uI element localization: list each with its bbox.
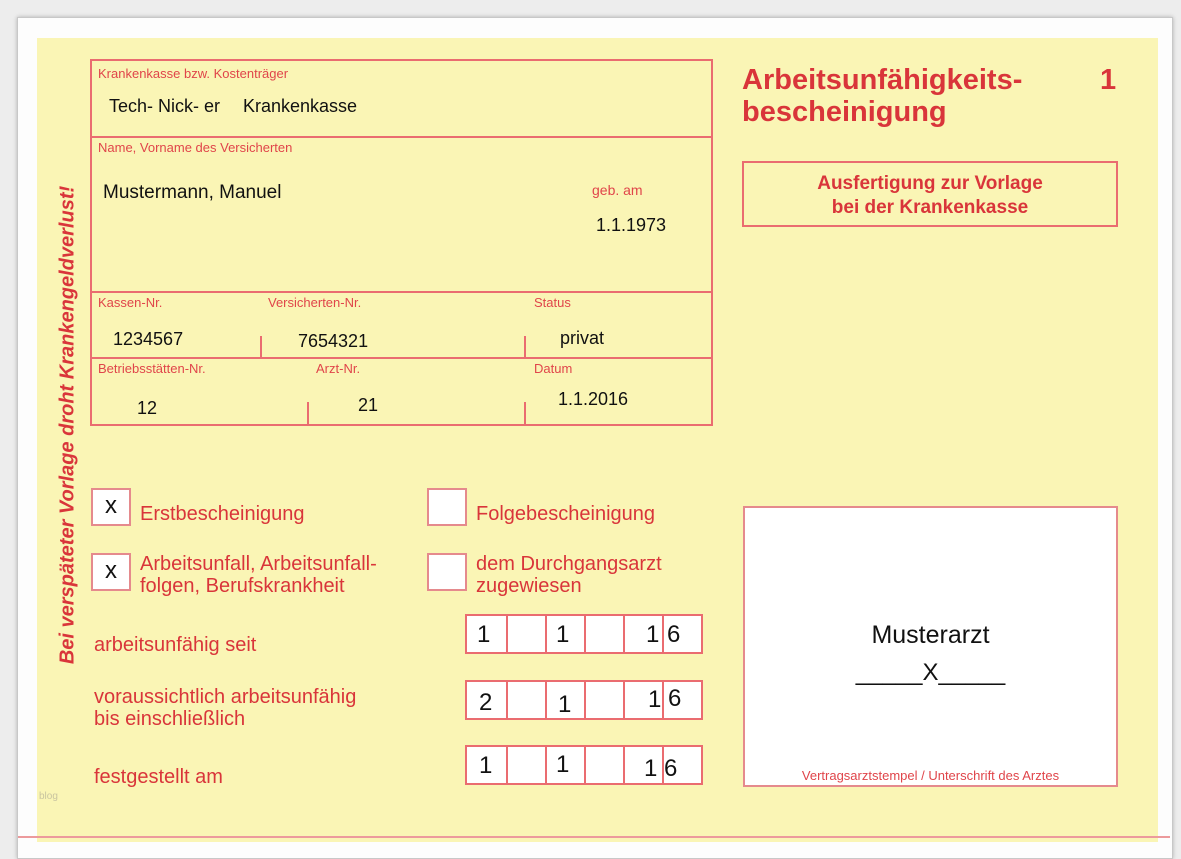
insurer-value[interactable]: Tech- Nick- er bbox=[109, 96, 221, 116]
bis-label-line2: bis einschließlich bbox=[94, 708, 246, 730]
dob-label: geb. am bbox=[592, 182, 643, 198]
durchgang-label-line1: dem Durchgangsarzt bbox=[476, 553, 662, 575]
divider bbox=[91, 136, 712, 138]
date-digit: 1 bbox=[556, 621, 570, 648]
side-warning: Bei verspäteter Vorlage droht Krankengeldverlust! bbox=[56, 185, 79, 665]
date-digit: 1 bbox=[558, 691, 572, 718]
date-digit: 1 bbox=[644, 755, 658, 782]
durchgang-label bbox=[476, 553, 662, 597]
festgestellt-label: festgestellt am bbox=[94, 766, 223, 788]
field-separator bbox=[524, 402, 526, 424]
field-separator bbox=[307, 402, 309, 424]
name-value[interactable]: Mustermann, Manuel bbox=[103, 182, 282, 203]
datum-label: Datum bbox=[534, 361, 573, 376]
watermark: blog bbox=[39, 791, 58, 802]
erst-label: Erstbescheinigung bbox=[140, 503, 305, 525]
status-value[interactable]: privat bbox=[560, 328, 605, 348]
seit-label: arbeitsunfähig seit bbox=[94, 634, 257, 656]
date-digit: 6 bbox=[664, 755, 678, 782]
unfall-label-line1: Arbeitsunfall, Arbeitsunfall- bbox=[140, 553, 377, 575]
date-digit: 1 bbox=[556, 751, 570, 778]
copy-notice-line2: bei der Krankenkasse bbox=[831, 197, 1029, 218]
festgestellt-date-field[interactable] bbox=[465, 745, 703, 785]
unfall-label-line2: folgen, Berufskrankheit bbox=[140, 575, 345, 597]
date-digit: 1 bbox=[477, 621, 491, 648]
stamp-caption: Vertragsarztstempel / Unterschrift des Arztes bbox=[801, 768, 1060, 783]
kassen-nr-value[interactable]: 1234567 bbox=[113, 329, 184, 349]
versicherten-nr-value[interactable]: 7654321 bbox=[298, 331, 369, 351]
date-digit: 6 bbox=[667, 621, 681, 648]
doctor-name: Musterarzt bbox=[871, 621, 990, 649]
bis-label-line1: voraussichtlich arbeitsunfähig bbox=[94, 686, 357, 708]
durchgang-label-line2: zugewiesen bbox=[476, 575, 582, 597]
copy-number: 1 bbox=[1100, 64, 1117, 96]
bis-label bbox=[94, 686, 356, 730]
durchgang-checkbox[interactable] bbox=[427, 553, 467, 591]
arzt-nr-value[interactable]: 21 bbox=[358, 395, 379, 415]
field-separator bbox=[524, 336, 526, 358]
erst-checkbox[interactable]: x bbox=[91, 488, 131, 526]
copy-notice-line1: Ausfertigung zur Vorlage bbox=[817, 173, 1043, 194]
versicherten-nr-label: Versicherten-Nr. bbox=[268, 295, 362, 310]
arzt-nr-label: Arzt-Nr. bbox=[316, 361, 361, 376]
date-digit: 6 bbox=[668, 685, 682, 712]
unfall-label bbox=[140, 553, 377, 597]
bottom-rule bbox=[18, 836, 1170, 838]
status-label: Status bbox=[534, 295, 571, 310]
folge-label: Folgebescheinigung bbox=[476, 503, 656, 525]
form-title bbox=[742, 64, 1022, 128]
field-separator bbox=[260, 336, 262, 358]
betriebsstaetten-nr-label: Betriebsstätten-Nr. bbox=[98, 361, 206, 376]
date-digit: 2 bbox=[479, 689, 493, 716]
stamp-signature-box[interactable] bbox=[743, 506, 1118, 787]
divider bbox=[91, 357, 712, 359]
divider bbox=[91, 291, 712, 293]
copy-notice-box bbox=[742, 161, 1118, 227]
dob-value[interactable]: 1.1.1973 bbox=[596, 215, 667, 235]
date-digit: 1 bbox=[648, 686, 662, 713]
bis-date-field[interactable] bbox=[465, 680, 703, 720]
kassen-nr-label: Kassen-Nr. bbox=[98, 295, 163, 310]
form-title-line1: Arbeitsunfähigkeits- bbox=[742, 64, 1023, 96]
date-digit: 1 bbox=[646, 621, 660, 648]
name-label: Name, Vorname des Versicherten bbox=[98, 140, 293, 155]
seit-date-field[interactable] bbox=[465, 614, 703, 654]
date-digit: 1 bbox=[479, 752, 493, 779]
unfall-checkbox[interactable]: x bbox=[91, 553, 131, 591]
datum-value[interactable]: 1.1.2016 bbox=[558, 389, 629, 409]
betriebsstaetten-nr-value[interactable]: 12 bbox=[137, 398, 158, 418]
insurer-value-2[interactable]: Krankenkasse bbox=[243, 96, 358, 116]
insurer-label: Krankenkasse bzw. Kostenträger bbox=[98, 66, 289, 81]
folge-checkbox[interactable] bbox=[427, 488, 467, 526]
doctor-signature: _____X_____ bbox=[855, 659, 1006, 686]
form-title-line2: bescheinigung bbox=[742, 96, 947, 128]
